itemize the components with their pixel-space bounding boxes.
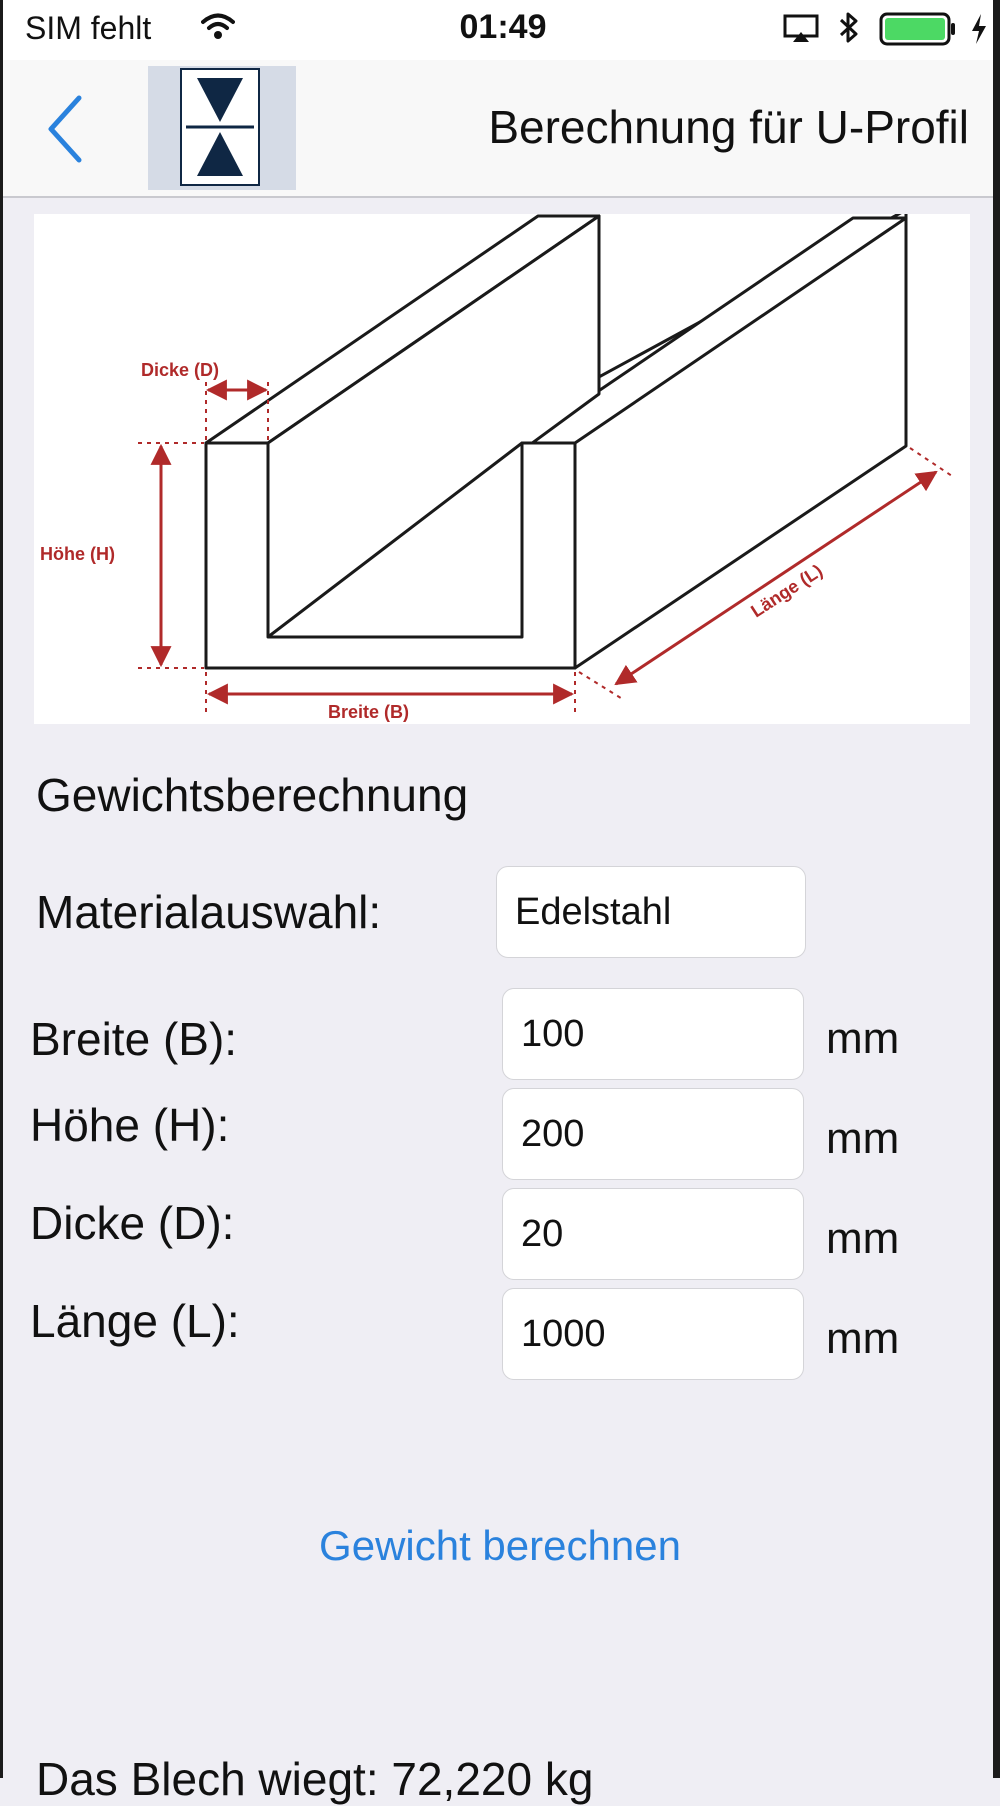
back-button[interactable]	[43, 94, 93, 164]
device-frame-right	[993, 0, 1000, 1778]
carrier-label: SIM fehlt	[25, 10, 152, 46]
laenge-field-label: Länge (L):	[30, 1295, 240, 1347]
laenge-input[interactable]	[502, 1288, 804, 1380]
calculate-weight-button[interactable]: Gewicht berechnen	[319, 1522, 681, 1569]
battery-icon	[879, 12, 957, 51]
hoehe-input[interactable]	[502, 1088, 804, 1180]
hoehe-label: Höhe (H)	[40, 544, 115, 564]
page-title: Berechnung für U-Profil	[488, 101, 969, 153]
bluetooth-icon	[837, 10, 861, 51]
app-logo	[148, 66, 296, 190]
status-bar	[3, 0, 993, 60]
dicke-unit: mm	[826, 1214, 900, 1263]
laenge-label: Länge (L)	[747, 560, 827, 622]
material-select[interactable]	[496, 866, 806, 958]
breite-label: Breite (B)	[328, 702, 410, 722]
laenge-unit: mm	[826, 1314, 900, 1363]
charging-icon	[969, 12, 989, 51]
dicke-input[interactable]	[502, 1188, 804, 1280]
airplay-icon	[783, 14, 819, 49]
hoehe-unit: mm	[826, 1114, 900, 1163]
breite-field-label: Breite (B):	[30, 1013, 238, 1065]
u-profile-diagram	[34, 214, 970, 724]
material-label: Materialauswahl:	[36, 886, 382, 938]
hoehe-field-label: Höhe (H):	[30, 1099, 230, 1151]
breite-input[interactable]	[502, 988, 804, 1080]
clock-time: 01:49	[459, 8, 547, 46]
navigation-bar	[3, 60, 993, 198]
section-title: Gewichtsberechnung	[36, 769, 469, 821]
chevron-left-icon	[43, 94, 93, 164]
result-text: Das Blech wiegt: 72,220 kg	[36, 1753, 594, 1805]
dicke-label: Dicke (D)	[141, 360, 220, 380]
dicke-field-label: Dicke (D):	[30, 1197, 235, 1249]
device-frame-left	[0, 0, 3, 1778]
breite-unit: mm	[826, 1014, 900, 1063]
